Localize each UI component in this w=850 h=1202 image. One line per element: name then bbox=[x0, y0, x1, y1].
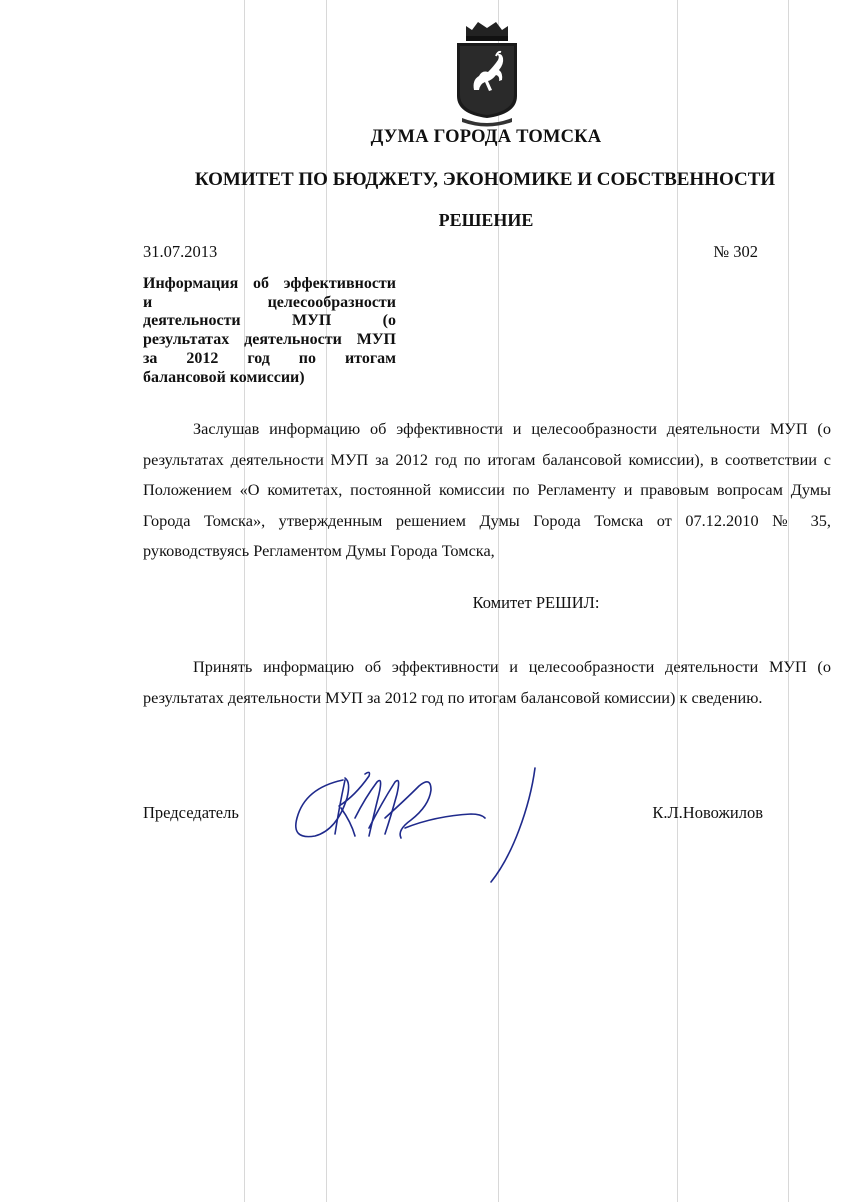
handwritten-signature-icon bbox=[285, 758, 550, 886]
signatory-role: Председатель bbox=[143, 803, 239, 822]
committee-title: КОМИТЕТ ПО БЮДЖЕТУ, ЭКОНОМИКЕ И СОБСТВЕННОСТИ bbox=[194, 169, 776, 190]
subject-line: деятельности МУП (о bbox=[143, 312, 396, 330]
organization-title: ДУМА ГОРОДА ТОМСКА bbox=[370, 127, 602, 147]
resolution-heading: Комитет РЕШИЛ: bbox=[472, 593, 600, 612]
subject-line: и целесообразности bbox=[143, 293, 396, 311]
subject-line: Информация об эффективности bbox=[143, 275, 396, 292]
document-type-title: РЕШЕНИЕ bbox=[438, 210, 534, 230]
subject-line: за 2012 год по итогам bbox=[143, 349, 396, 367]
tomsk-coat-of-arms-icon bbox=[452, 18, 522, 130]
document-number: № 302 bbox=[713, 242, 758, 261]
subject-line: балансовой комиссии) bbox=[143, 368, 305, 386]
document-date: 31.07.2013 bbox=[143, 242, 218, 261]
signatory-name: К.Л.Новожилов bbox=[652, 803, 763, 822]
subject-line: результатах деятельности МУП bbox=[143, 331, 396, 349]
body-paragraph-decision: Принять информацию об эффективности и целесообразности деятельности МУП (о результатах деятельности МУП за 2012 год по итогам балансовой комиссии) к сведению. bbox=[143, 657, 831, 707]
document-subject bbox=[143, 275, 396, 387]
body-paragraph-heard: Заслушав информацию об эффективности и целесообразности деятельности МУП (о результатах деятельности МУП за 2012 год по итогам балансовой комиссии), в соответствии с Положением «О комитетах, постоянной комиссии по Регламенту и правовым вопросам Думы Города Томска», утвержденным решением Думы Города Томска от 07.12.2010 № 35, руководствуясь Регламентом Думы Города Томска, bbox=[143, 419, 831, 560]
